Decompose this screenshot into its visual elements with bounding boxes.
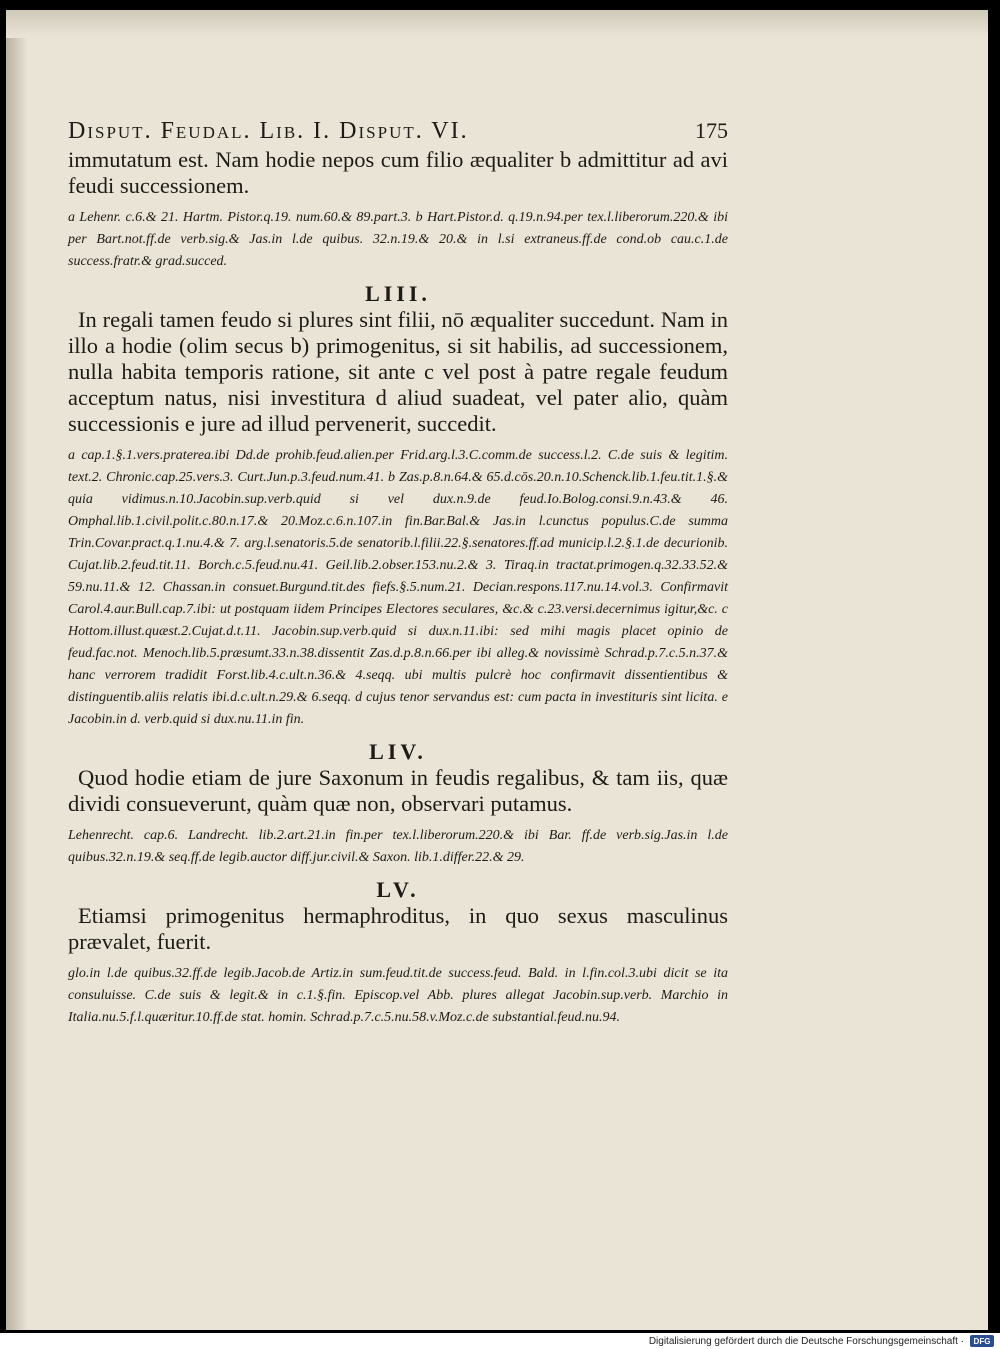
dfg-logo-icon: DFG xyxy=(970,1335,994,1347)
footnote-block: Lehenrecht. cap.6. Landrecht. lib.2.art.21.in fin.per tex.l.liberorum.220.& ibi Bar. ff.de verb.sig.Jas.in l.de quibus.32.n.19.& seq.ff.de legib.auctor diff.jur.civil.& Saxon. lib.1.differ.22.& 29. xyxy=(68,828,728,865)
section-heading: LV. xyxy=(376,877,420,902)
page-top-shadow xyxy=(6,10,988,38)
text-block: Quod hodie etiam de jure Saxonum in feudis regalibus, & tam iis, quæ dividi consueverunt, quàm quæ non, observari putamus. xyxy=(68,765,728,816)
text-block: immutatum est. Nam hodie nepos cum filio æqualiter b admittitur ad avi feudi successionem. xyxy=(68,147,728,198)
footnote-block: a Lehenr. c.6.& 21. Hartm. Pistor.q.19. num.60.& 89.part.3. b Hart.Pistor.d. q.19.n.94.per tex.l.liberorum.220.& ibi per Bart.not.ff.de verb.sig.& Jas.in l.de quibus. 32.n.19.& 20.& in l.si extraneus.ff.de cond.ob cau.c.1.de success.fratr.& grad.succed. xyxy=(68,210,728,269)
page-number: 175 xyxy=(695,118,728,143)
text-block: Etiamsi primogenitus hermaphroditus, in quo sexus masculinus prævalet, fuerit. xyxy=(68,903,728,954)
book-page xyxy=(6,10,988,1330)
section-heading: LIV. xyxy=(369,739,427,764)
page-gutter-shadow xyxy=(6,10,28,1330)
page-content xyxy=(68,118,728,1037)
footer-credit: Digitalisierung gefördert durch die Deutsche Forschungsgemeinschaft · xyxy=(648,1335,964,1347)
footnote-block: glo.in l.de quibus.32.ff.de legib.Jacob.de Artiz.in sum.feud.tit.de success.feud. Bald. in l.fin.col.3.ubi dicit se ita consuluisse. C.de suis & legit.& in c.1.§.fin. Episcop.vel Abb. plures allegat Jacobin.sup.verb. Marchio in Italia.nu.5.f.l.quæritur.10.ff.de stat. homin. Schrad.p.7.c.5.nu.58.v.Moz.c.de substantial.feud.nu.94. xyxy=(68,966,728,1025)
footnote-block: a cap.1.§.1.vers.praterea.ibi Dd.de prohib.feud.alien.per Frid.arg.l.3.C.comm.de success.l.2. C.de suis & legitim. text.2. Chronic.cap.25.vers.3. Curt.Jun.p.3.feud.num.41. b Zas.p.8.n.64.& 65.d.cōs.20.n.10.Schenck.lib.1.feu.tit.1.§.& quia vidimus.n.10.Jacobin.sup.verb.quid si vel dux.n.9.de feud.Io.Bolog.consi.9.n.43.& 46. Omphal.lib.1.civil.polit.c.80.n.17.& 20.Moz.c.6.n.107.in fin.Bar.Bal.& Jas.in l.cunctus populus.C.de summa Trin.Covar.pract.q.1.nu.4.& 7. arg.l.senatoris.5.de senatorib.l.filii.22.§.senatores.ff.ad municip.l.2.§.1.de decurionib. Cujat.lib.2.feud.tit.11. Borch.c.5.feud.nu.41. Geil.lib.2.obser.153.nu.2.& 3. Tiraq.in tractat.primogen.q.32.33.52.& 59.nu.11.& 12. Chassan.in consuet.Burgund.tit.des fiefs.§.5.num.21. Decian.respons.117.nu.14.vol.3. Confirmavit Carol.4.aur.Bull.cap.7.ibi: ut postquam iidem Principes Electores seculares, &c.& c.23.versi.decernimus igitur,&c. c Hottom.illust.quæst.2.Cujat.d.t.11. Jacobin.sup.verb.quid si dux.n.11.ibi: sed mihi magis placet opinio de feud.fac.not. Menoch.lib.5.præsumt.33.n.38.dissentit Zas.d.p.8.n.66.per ibi alleg.& novissimè Schrad.p.7.c.5.n.37.& hanc verrorem tradidit Forst.lib.4.c.ult.n.36.& 4.seqq. ubi multis pulcrè hoc confirmavit dissentientibus & distinguentib.aliis relatis ibi.d.c.ult.n.29.& 6.seqq. d cujus tenor servandus est: cum pacta in investituris sint licita. e Jacobin.in d. verb.quid si dux.nu.11.in fin. xyxy=(68,448,728,727)
footer-bar xyxy=(0,1333,1000,1349)
running-head xyxy=(68,118,728,145)
running-title: Disput. Feudal. Lib. I. Disput. VI. xyxy=(68,118,469,144)
section-heading: LIII. xyxy=(365,281,431,306)
text-block: In regali tamen feudo si plures sint filii, nō æqualiter succedunt. Nam in illo a hodie (olim secus b) primogenitus, si sit habilis, ad successionem, nulla habita temporis ratione, sit ante c vel post à patre regale feudum acceptum natus, nisi investitura d aliud suadeat, vel pater alio, quàm successionis e jure ad illud pervenerit, succedit. xyxy=(68,307,728,436)
